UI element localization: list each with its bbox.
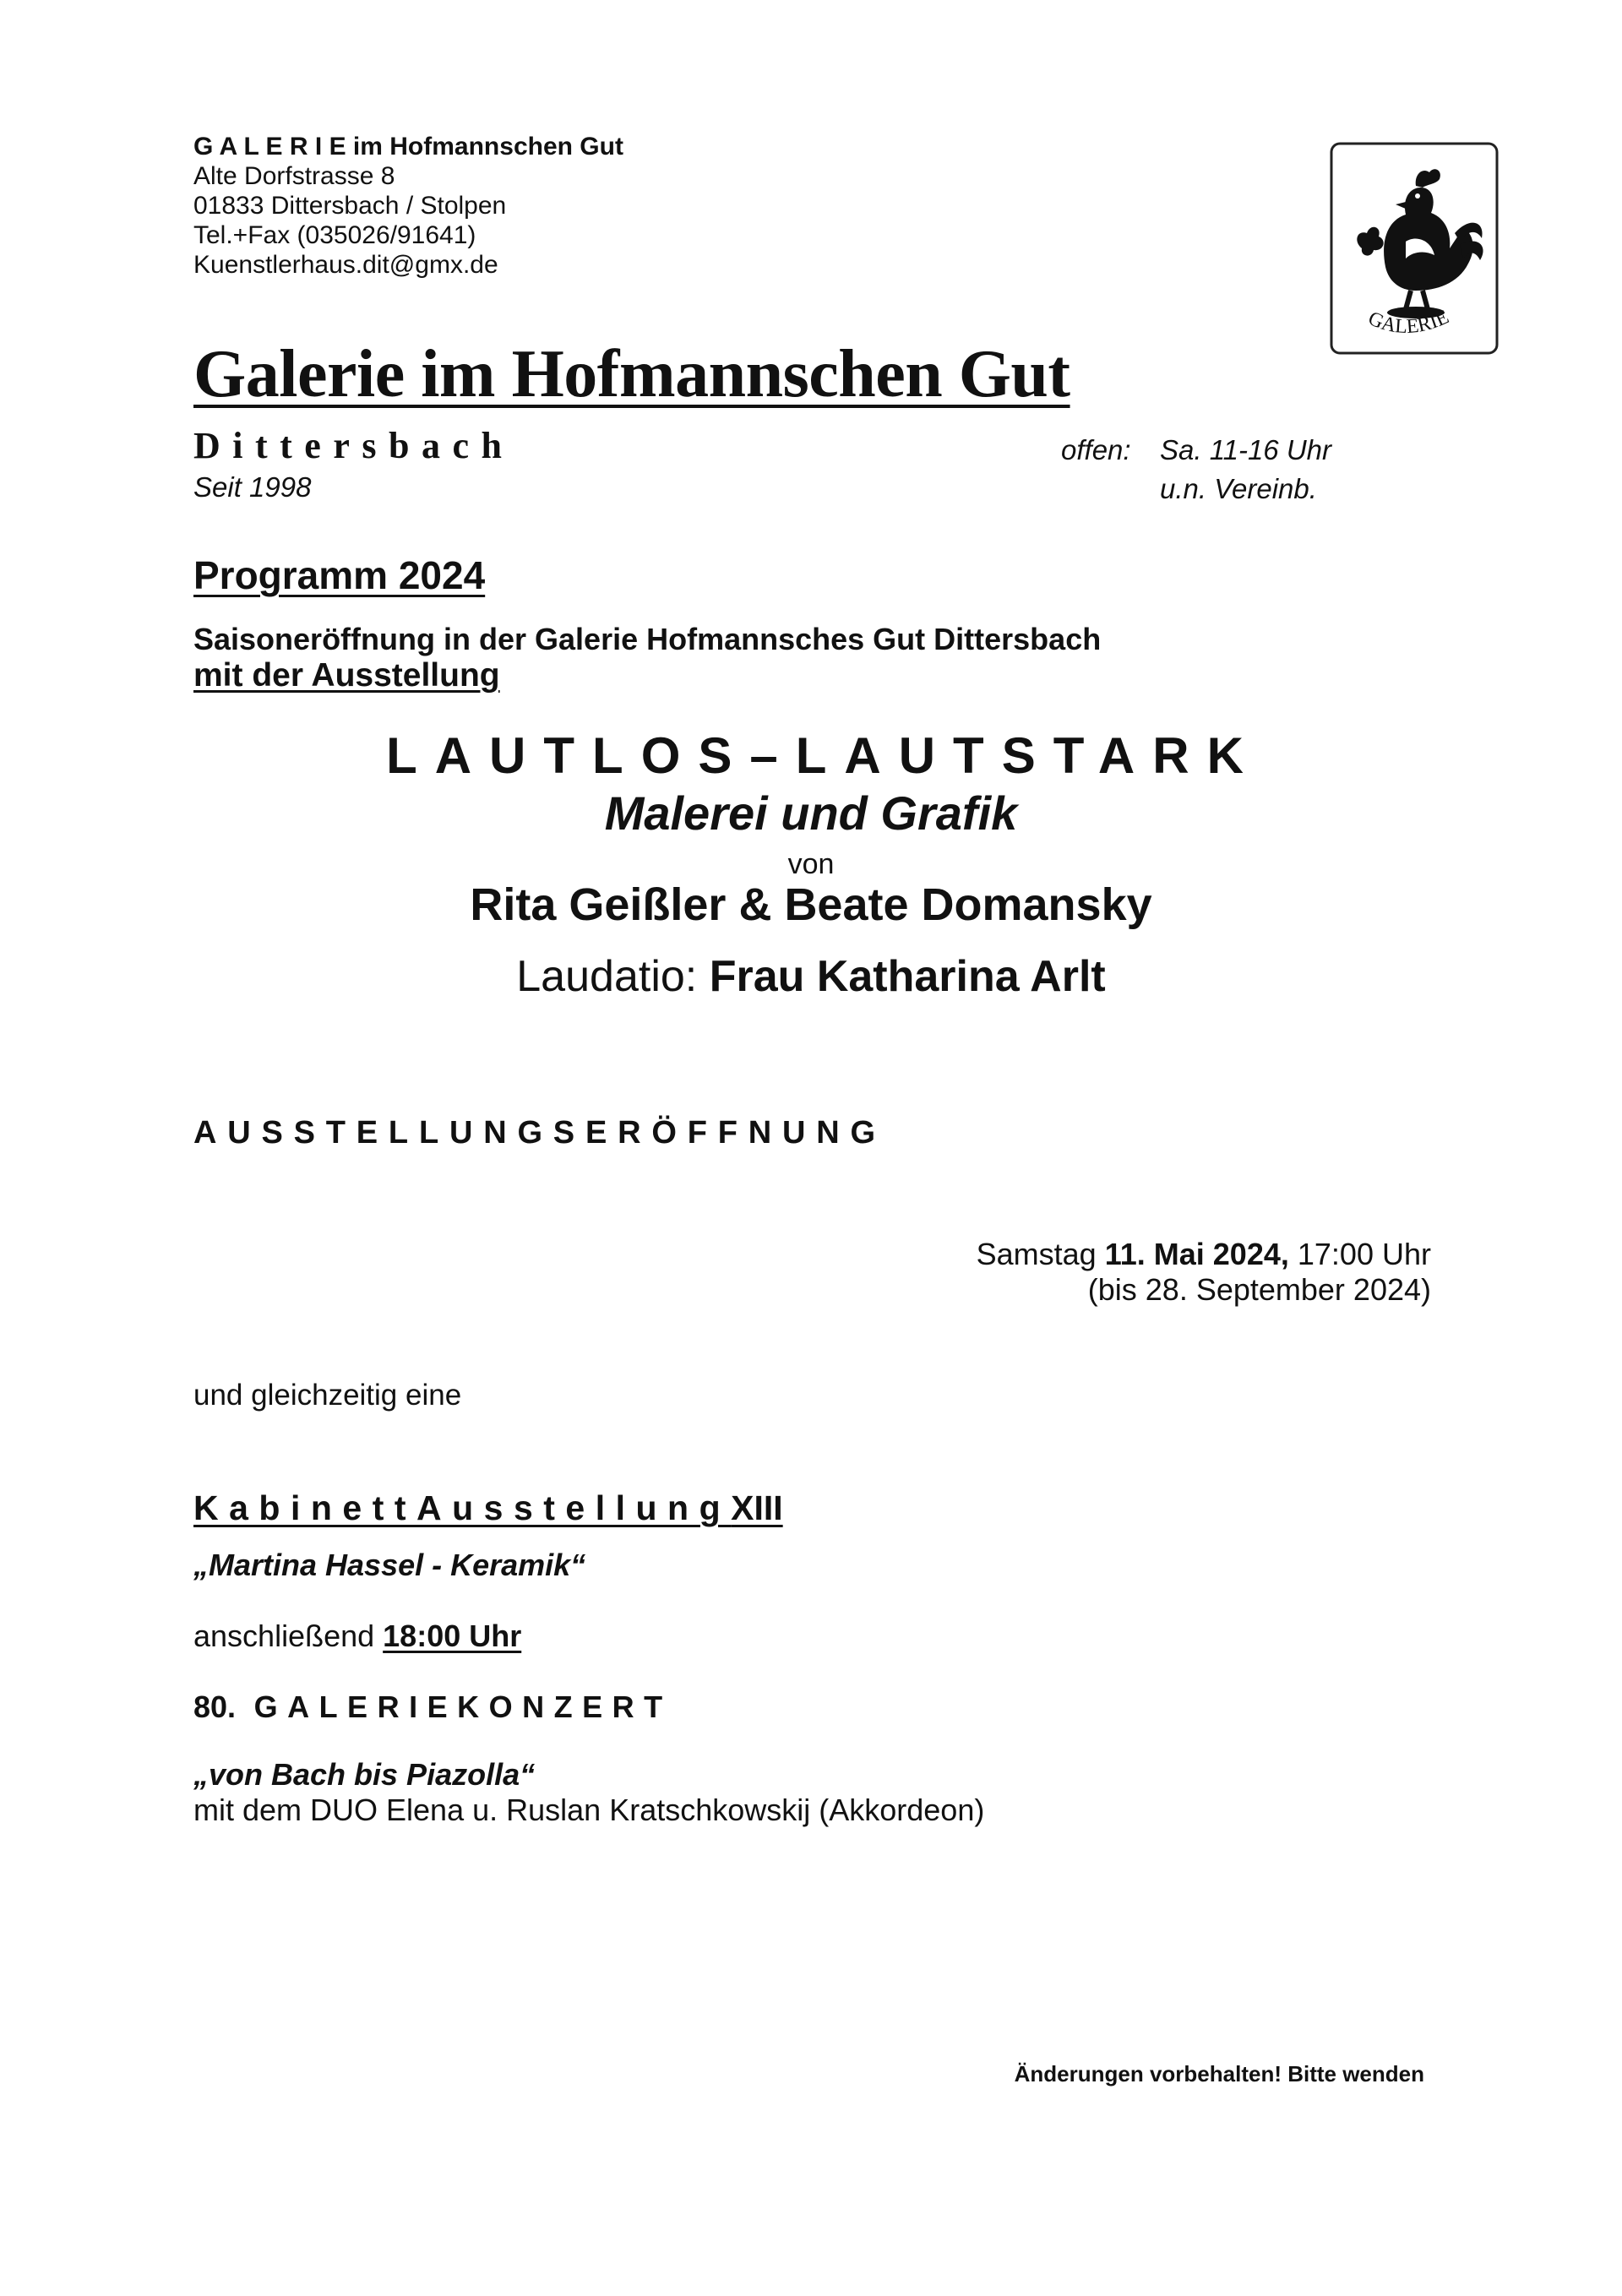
cabinet-heading-text: KabinettAusstellung xyxy=(193,1488,732,1527)
address-email: Kuenstlerhaus.dit@gmx.de xyxy=(193,251,498,279)
exhibition-subtitle: Malerei und Grafik xyxy=(604,786,1018,840)
open-hours: Sa. 11-16 Uhr xyxy=(1160,434,1331,465)
concert-heading-text: GALERIEKONZERT xyxy=(253,1689,672,1724)
cabinet-heading xyxy=(193,1488,783,1528)
rooster-logo xyxy=(1328,140,1500,356)
opening-date xyxy=(977,1237,1431,1272)
logo-text: GALERIE xyxy=(1364,306,1453,339)
concert-number: 80. xyxy=(193,1689,237,1724)
concert-performers: mit dem DUO Elena u. Ruslan Kratschkowskij (Akkordeon) xyxy=(193,1793,985,1827)
season-opening-line: Saisoneröffnung in der Galerie Hofmannsches Gut Dittersbach xyxy=(193,622,1102,656)
laudatio-line xyxy=(0,951,1622,1002)
laudatio-name: Frau Katharina Arlt xyxy=(709,952,1106,1001)
since-label: Seit 1998 xyxy=(193,471,312,503)
address-street: Alte Dorfstrasse 8 xyxy=(193,162,395,190)
opening-heading: AUSSTELLUNGSERÖFFNUNG xyxy=(193,1115,886,1151)
exhibition-title: LAUTLOS–LAUTSTARK xyxy=(386,727,1261,784)
concert-title: „von Bach bis Piazolla“ xyxy=(193,1757,536,1792)
program-heading: Programm 2024 xyxy=(193,553,486,597)
season-opening-line2: mit der Ausstellung xyxy=(193,657,500,694)
open-label: offen: xyxy=(1061,434,1131,465)
laudatio-label: Laudatio: xyxy=(516,952,698,1001)
cabinet-intro: und gleichzeitig eine xyxy=(193,1379,462,1412)
concert-after-line xyxy=(193,1619,521,1654)
address-city: 01833 Dittersbach / Stolpen xyxy=(193,192,507,220)
address-name: G A L E R I E im Hofmannschen Gut xyxy=(193,133,623,161)
address-phone: Tel.+Fax (035026/91641) xyxy=(193,221,476,249)
footer-note: Änderungen vorbehalten! Bitte wenden xyxy=(1014,2061,1424,2087)
page-title: Galerie im Hofmannschen Gut xyxy=(193,337,1070,411)
concert-after-label: anschließend xyxy=(193,1619,375,1653)
cabinet-number: XIII xyxy=(731,1488,783,1527)
concert-after-time: 18:00 Uhr xyxy=(383,1619,522,1653)
opening-date-prefix: Samstag xyxy=(976,1237,1097,1271)
place-name: Dittersbach xyxy=(193,425,514,466)
opening-date-bold: 11. Mai 2024, xyxy=(1104,1237,1289,1271)
address-block xyxy=(193,132,623,280)
opening-time: 17:00 Uhr xyxy=(1297,1237,1431,1271)
open-extra: u.n. Vereinb. xyxy=(1160,473,1317,504)
exhibition-by: von xyxy=(787,848,835,880)
concert-heading xyxy=(193,1689,672,1725)
opening-end-date: (bis 28. September 2024) xyxy=(1087,1272,1431,1307)
cabinet-title: „Martina Hassel - Keramik“ xyxy=(193,1548,586,1582)
exhibition-artists: Rita Geißler & Beate Domansky xyxy=(470,879,1152,930)
